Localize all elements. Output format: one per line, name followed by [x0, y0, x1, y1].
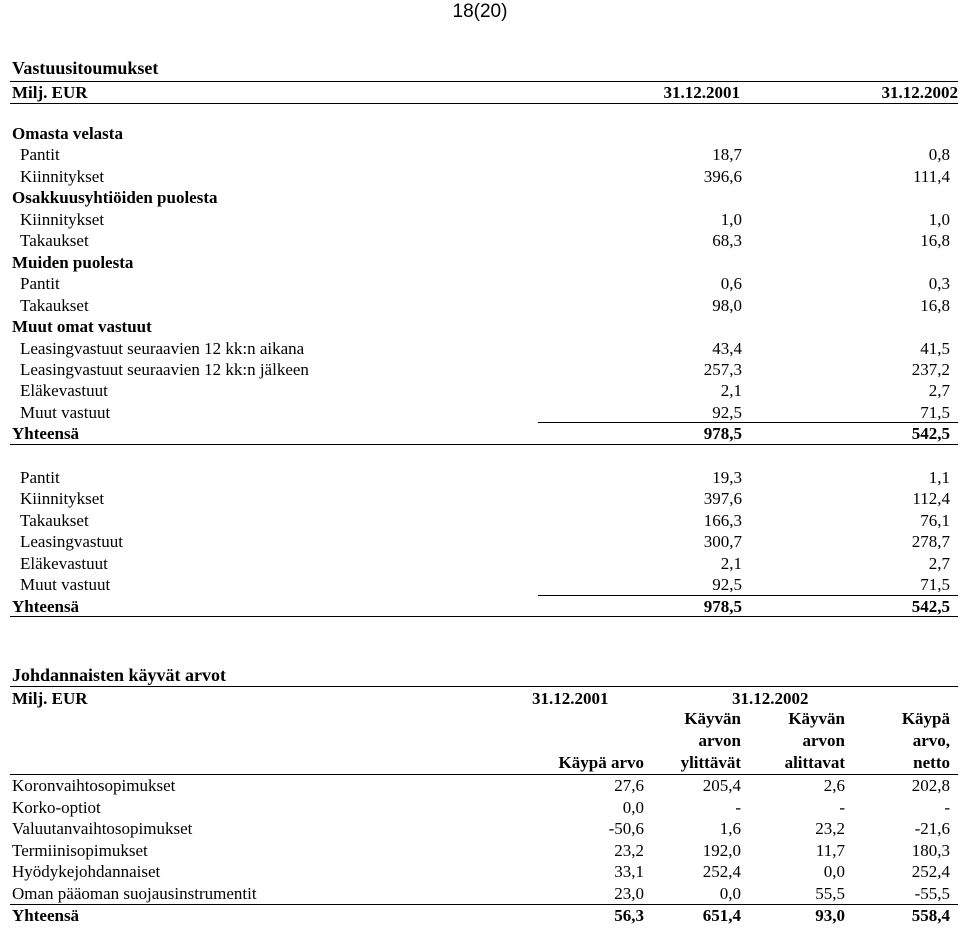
row-label: Muut vastuut [20, 575, 111, 595]
row-label: Leasingvastuut [20, 532, 123, 552]
fair-value-below: 55,5 [815, 884, 845, 903]
row-label: Osakkuusyhtiöiden puolesta [12, 188, 218, 208]
table-row [0, 230, 960, 251]
table-row [0, 818, 960, 840]
row-label: Leasingvastuut seuraavien 12 kk:n jälkeen [20, 359, 309, 379]
fair-value-below: 23,2 [815, 819, 845, 839]
value-2002: 16,8 [920, 295, 950, 315]
fair-value-net: 202,8 [911, 776, 950, 795]
value-2001: 397,6 [703, 489, 742, 509]
table-row [0, 166, 960, 187]
column-header-line: ylittävät [680, 753, 741, 772]
fair-value-net: 558,4 [911, 905, 950, 925]
table-row [0, 273, 960, 294]
row-label: Pantit [20, 274, 60, 294]
column-header-line: Käypä [901, 709, 950, 728]
fair-value-below: 2,6 [823, 776, 845, 795]
table-row [0, 883, 960, 905]
value-2001: 43,4 [712, 338, 742, 358]
value-2001: 257,3 [703, 359, 742, 379]
section-heading [0, 316, 960, 337]
value-2001: 2,1 [720, 381, 742, 401]
column-header-line: Käyvän [788, 709, 845, 728]
total-row [0, 596, 960, 617]
value-2001: 68,3 [712, 231, 742, 251]
table-row [0, 338, 960, 359]
column-header [870, 708, 950, 776]
fair-value-net: 252,4 [911, 862, 950, 882]
value-2002: 1,1 [928, 468, 950, 487]
column-header-line: Käyvän [684, 709, 741, 728]
section-heading [0, 252, 960, 273]
column-header-line: arvo, [912, 731, 950, 750]
fair-value-below: 0,0 [823, 862, 845, 882]
col-2001-header: 31.12.2001 [663, 83, 740, 102]
row-label: Omasta velasta [12, 124, 123, 143]
row-label: Eläkevastuut [20, 553, 108, 573]
row-label: Hyödykejohdannaiset [12, 862, 161, 882]
fair-value-above: 651,4 [702, 905, 741, 925]
row-label: Muut vastuut [20, 402, 111, 422]
fair-value-below: 93,0 [815, 905, 845, 925]
table-row [0, 840, 960, 862]
table-row [0, 380, 960, 401]
value-2001: 2,1 [720, 553, 742, 573]
table-row [0, 531, 960, 552]
value-2001: 19,3 [712, 468, 742, 487]
value-2002: 2,7 [928, 553, 950, 573]
fair-value: 56,3 [614, 905, 644, 925]
total-row [0, 905, 960, 927]
fair-value-net: -21,6 [914, 819, 950, 839]
deriv-col-2002-header: 31.12.2002 [732, 689, 809, 708]
fair-value: 27,6 [614, 776, 644, 795]
derivatives-title: Johdannaisten käyvät arvot [12, 665, 227, 685]
value-2002: 76,1 [920, 510, 950, 530]
fair-value: 33,1 [614, 862, 644, 882]
table-row [0, 797, 960, 819]
column-header-line: arvon [802, 731, 845, 750]
deriv-col-2001-header: 31.12.2001 [532, 689, 609, 708]
value-2002: 542,5 [911, 424, 950, 444]
row-label: Yhteensä [12, 905, 80, 925]
row-label: Valuutanvaihtosopimukset [12, 819, 193, 839]
fair-value: 0,0 [622, 797, 644, 817]
row-label: Kiinnitykset [20, 489, 105, 509]
fair-value-below: 11,7 [815, 840, 845, 860]
value-2001: 92,5 [712, 575, 742, 595]
column-header-line: alittavat [784, 753, 845, 772]
value-2001: 396,6 [703, 166, 742, 186]
column-header [504, 708, 644, 776]
value-2001: 978,5 [703, 596, 742, 616]
value-2002: 16,8 [920, 231, 950, 251]
deriv-unit-label: Milj. EUR [12, 689, 88, 708]
section-heading [0, 123, 960, 144]
table-row [0, 359, 960, 380]
value-2002: 0,8 [928, 145, 950, 165]
table-row [0, 861, 960, 883]
row-label: Takaukset [20, 231, 89, 251]
row-label: Korko-optiot [12, 797, 101, 817]
value-2002: 542,5 [911, 596, 950, 616]
row-label: Muut omat vastuut [12, 317, 152, 337]
fair-value: 23,2 [614, 840, 644, 860]
liabilities-title: Vastuusitoumukset [12, 58, 159, 78]
fair-value-above: - [735, 797, 741, 817]
row-label: Takaukset [20, 510, 89, 530]
fair-value: 23,0 [614, 884, 644, 903]
table-row [0, 144, 960, 165]
fair-value-above: 192,0 [702, 840, 741, 860]
value-2002: 71,5 [920, 575, 950, 595]
fair-value-net: - [944, 797, 950, 817]
value-2002: 2,7 [928, 381, 950, 401]
value-2002: 0,3 [928, 274, 950, 294]
spacer [504, 730, 644, 752]
fair-value-below: - [839, 797, 845, 817]
row-label: Kiinnitykset [20, 209, 105, 229]
value-2001: 92,5 [712, 402, 742, 422]
table-row [0, 467, 960, 488]
row-label: Eläkevastuut [20, 381, 108, 401]
fair-value-above: 1,6 [719, 819, 741, 839]
column-header-line: netto [913, 753, 950, 772]
row-label: Koronvaihtosopimukset [12, 776, 176, 795]
fair-value: -50,6 [608, 819, 644, 839]
value-2002: 71,5 [920, 402, 950, 422]
value-2002: 278,7 [911, 532, 950, 552]
value-2001: 1,0 [720, 209, 742, 229]
row-label: Pantit [20, 468, 60, 487]
value-2001: 18,7 [712, 145, 742, 165]
row-label: Pantit [20, 145, 60, 165]
col-2002-header: 31.12.2002 [881, 83, 958, 102]
column-header-line: arvon [698, 731, 741, 750]
table-row [0, 553, 960, 574]
table-row [0, 402, 960, 423]
fair-value-net: -55,5 [914, 884, 950, 903]
value-2002: 111,4 [913, 166, 950, 186]
unit-label: Milj. EUR [12, 83, 88, 102]
table-row [0, 510, 960, 531]
row-label: Oman pääoman suojausinstrumentit [12, 884, 257, 903]
page-number: 18(20) [452, 1, 508, 22]
liabilities-header [10, 81, 958, 104]
fair-value-above: 252,4 [702, 862, 741, 882]
value-2002: 41,5 [920, 338, 950, 358]
row-label: Yhteensä [12, 596, 80, 616]
value-2001: 0,6 [720, 274, 742, 294]
table-row [0, 295, 960, 316]
section-heading [0, 187, 960, 208]
column-header [765, 708, 845, 776]
value-2002: 112,4 [912, 489, 950, 509]
derivatives-header [10, 686, 958, 709]
value-2001: 98,0 [712, 295, 742, 315]
value-2002: 1,0 [928, 209, 950, 229]
row-label: Termiinisopimukset [12, 840, 148, 860]
row-label: Muiden puolesta [12, 252, 134, 272]
table-row [0, 775, 960, 797]
spacer [504, 708, 644, 730]
value-2001: 978,5 [703, 424, 742, 444]
column-header [661, 708, 741, 776]
column-header-line: Käypä arvo [558, 753, 644, 772]
total-row [0, 423, 960, 444]
table-row [0, 574, 960, 595]
row-label: Leasingvastuut seuraavien 12 kk:n aikana [20, 338, 305, 358]
row-label: Yhteensä [12, 424, 80, 444]
fair-value-above: 205,4 [702, 776, 741, 795]
value-2001: 300,7 [703, 532, 742, 552]
row-label: Takaukset [20, 295, 89, 315]
row-label: Kiinnitykset [20, 166, 105, 186]
value-2001: 166,3 [703, 510, 742, 530]
table-row [0, 488, 960, 509]
fair-value-net: 180,3 [911, 840, 950, 860]
table-row [0, 209, 960, 230]
value-2002: 237,2 [911, 359, 950, 379]
fair-value-above: 0,0 [719, 884, 741, 903]
